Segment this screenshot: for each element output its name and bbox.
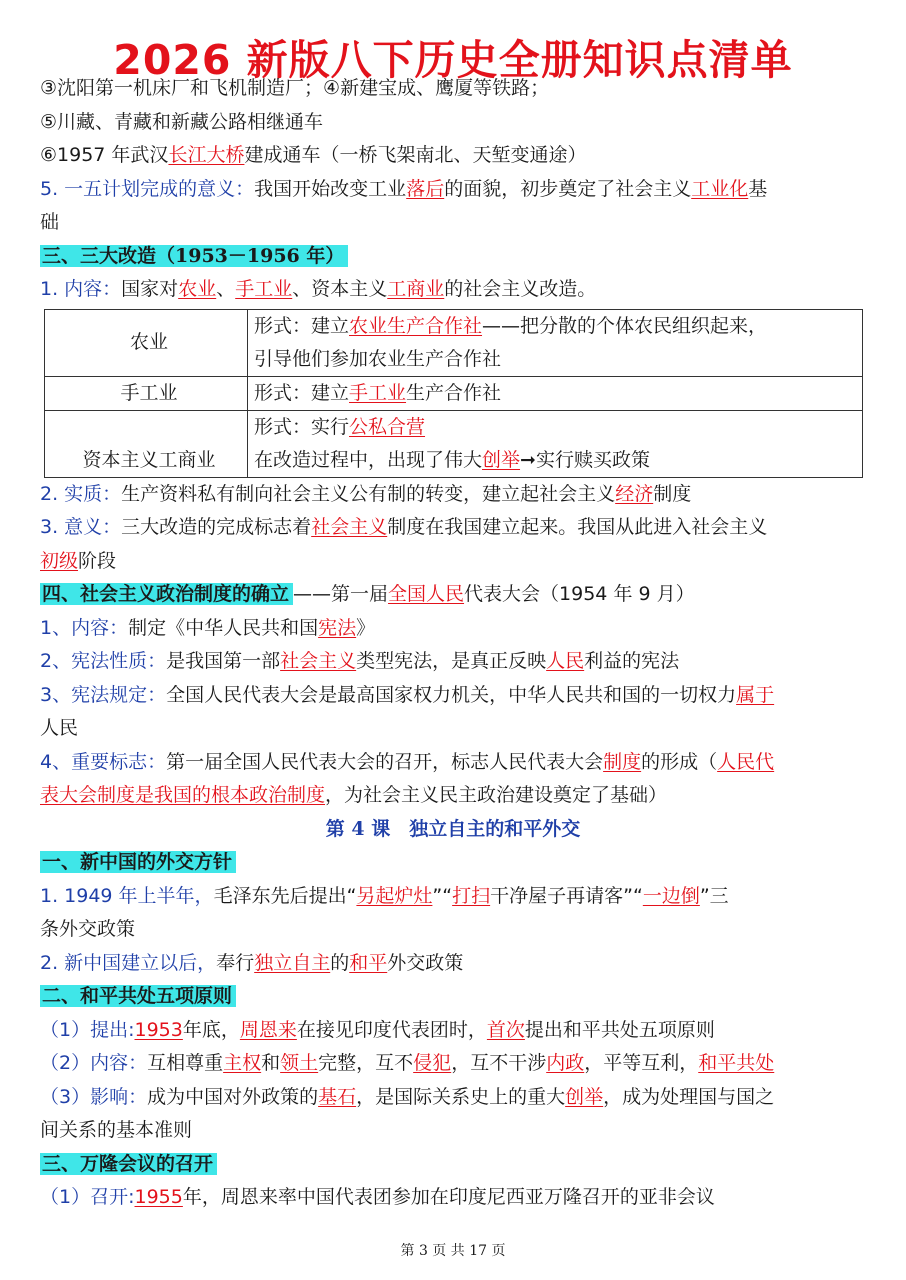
table-cell xyxy=(248,376,863,410)
line-text: 第一届全国人民代表大会的召开，标志人民代表大会 xyxy=(166,750,604,773)
item-label: 1. 内容： xyxy=(40,278,122,300)
cell-text: 形式：建立 xyxy=(254,314,350,337)
text-line xyxy=(40,947,866,981)
text-line xyxy=(40,612,866,646)
keyword: 初级 xyxy=(40,549,79,572)
cell-text: 形式：建立 xyxy=(254,381,350,404)
keyword: 农业 xyxy=(178,278,217,300)
cell-text: 在改造过程中，出现了伟大 xyxy=(254,448,483,471)
line-text: 互相尊重 xyxy=(147,1052,224,1074)
heading-text: 四、社会主义政治制度的确立 xyxy=(40,583,293,605)
text-line xyxy=(40,1181,866,1215)
keyword: 主权 xyxy=(223,1052,262,1074)
text-line xyxy=(40,679,866,713)
keyword: 侵犯 xyxy=(413,1052,452,1074)
line-text: 完整，互不 xyxy=(318,1052,414,1074)
line-text: 》 xyxy=(356,616,376,639)
table-cell: 农业 xyxy=(45,309,248,376)
table-cell: 手工业 xyxy=(45,376,248,410)
heading-text: 二、和平共处五项原则 xyxy=(40,985,236,1007)
text-line xyxy=(40,173,866,207)
section-heading xyxy=(40,578,866,612)
line-text: 、 xyxy=(216,278,236,300)
keyword: 一边倒 xyxy=(642,884,700,907)
line-text: 的社会主义改造。 xyxy=(444,278,597,300)
text-line xyxy=(40,1047,866,1081)
keyword: 周恩来 xyxy=(239,1018,297,1041)
text-line xyxy=(40,106,866,140)
line-text: 础 xyxy=(40,211,60,233)
line-text: 阶段 xyxy=(78,549,117,572)
keyword: 人民 xyxy=(546,650,585,672)
text-line xyxy=(40,139,866,173)
item-label: （3）影响： xyxy=(40,1085,148,1108)
item-label: 3、宪法规定： xyxy=(40,683,167,706)
line-text: 人民 xyxy=(40,717,79,739)
line-text: 全国人民代表大会是最高国家权力机关，中华人民共和国的一切权力 xyxy=(166,683,737,706)
line-text: 和 xyxy=(261,1052,281,1074)
text-line xyxy=(40,478,866,512)
table-row xyxy=(45,410,863,477)
line-text: 成为中国对外政策的 xyxy=(147,1085,319,1108)
text-line xyxy=(40,1081,866,1115)
keyword: 社会主义 xyxy=(311,516,388,538)
keyword: 手工业 xyxy=(349,381,407,404)
keyword: 公私合营 xyxy=(349,415,426,438)
keyword: 全国人民 xyxy=(388,583,465,605)
line-text: ”“ xyxy=(432,884,453,907)
keyword: 社会主义 xyxy=(280,650,357,672)
line-text: 建成通车（一桥飞架南北、天堑变通途） xyxy=(244,144,587,166)
cell-text: ——把分散的个体农民组织起来， xyxy=(482,314,768,337)
keyword: 基石 xyxy=(318,1085,357,1108)
keyword: 和平共处 xyxy=(698,1052,775,1074)
line-text: ，是国际关系史上的重大 xyxy=(356,1085,566,1108)
line-text: 间关系的基本准则 xyxy=(40,1119,193,1141)
cell-text: 引导他们参加农业生产合作社 xyxy=(254,347,502,370)
table-row xyxy=(45,309,863,376)
line-text: 国家对 xyxy=(121,278,179,300)
item-label: 1、内容： xyxy=(40,616,129,639)
text-line xyxy=(40,545,866,579)
line-text: 提出和平共处五项原则 xyxy=(524,1018,715,1041)
keyword: 属于 xyxy=(736,683,775,706)
line-text: 利益的宪法 xyxy=(584,650,680,672)
text-line xyxy=(40,712,866,746)
keyword: 首次 xyxy=(486,1018,525,1041)
keyword: 1955 xyxy=(134,1186,183,1208)
item-label: （1）提出: xyxy=(40,1018,135,1041)
item-label: 2. 新中国建立以后， xyxy=(40,951,217,974)
keyword: 农业生产合作社 xyxy=(349,314,483,337)
line-text: 的面貌，初步奠定了社会主义 xyxy=(444,177,692,200)
line-text: ”三 xyxy=(699,884,729,907)
line-text: 的 xyxy=(330,951,350,974)
item-label: 5. 一五计划完成的意义： xyxy=(40,177,255,200)
keyword: 打扫 xyxy=(452,884,491,907)
table-cell xyxy=(248,410,863,477)
heading-text: 一、新中国的外交方针 xyxy=(40,851,236,873)
keyword: 独立自主 xyxy=(254,951,331,974)
text-line xyxy=(40,1114,866,1148)
heading-text: 三、万隆会议的召开 xyxy=(40,1153,217,1175)
line-text: ，成为处理国与国之 xyxy=(603,1085,775,1108)
text-line xyxy=(40,511,866,545)
item-label: 2. 实质： xyxy=(40,482,122,505)
table-cell xyxy=(248,309,863,376)
item-label: 1. 1949 年上半年， xyxy=(40,884,214,907)
line-text: ，互不干涉 xyxy=(451,1052,547,1074)
line-text: 年底， xyxy=(182,1018,240,1041)
section-heading xyxy=(40,846,866,880)
text-line xyxy=(40,746,866,780)
item-label: （1）召开: xyxy=(40,1186,135,1208)
item-label: 2、宪法性质： xyxy=(40,650,167,672)
line-text: 外交政策 xyxy=(387,951,464,974)
keyword: 经济 xyxy=(615,482,654,505)
line-text: 基 xyxy=(748,177,768,200)
keyword: 1953 xyxy=(134,1018,183,1041)
item-label: 3. 意义： xyxy=(40,516,122,538)
text-line xyxy=(40,913,866,947)
page-number: 第 3 页 共 17 页 xyxy=(400,1243,506,1259)
keyword: 工业化 xyxy=(691,177,749,200)
text-line xyxy=(40,645,866,679)
keyword: 制度 xyxy=(603,750,642,773)
text-line xyxy=(40,1014,866,1048)
table-cell: 资本主义工商业 xyxy=(45,410,248,477)
line-text: 生产资料私有制向社会主义公有制的转变，建立起社会主义 xyxy=(121,482,616,505)
section-heading xyxy=(40,1148,866,1182)
lesson-title: 第 4 课 独立自主的和平外交 xyxy=(325,817,581,840)
keyword: 创举 xyxy=(565,1085,604,1108)
line-text: ，为社会主义民主政治建设奠定了基础） xyxy=(325,784,668,806)
text-line xyxy=(40,206,866,240)
keyword: 领土 xyxy=(280,1052,319,1074)
text-line xyxy=(40,779,866,813)
line-text: 的形成（ xyxy=(641,750,718,773)
cell-text: ➞实行赎买政策 xyxy=(520,448,650,471)
keyword: 手工业 xyxy=(235,278,293,300)
cell-text: 形式：实行 xyxy=(254,415,350,438)
line-text: ，平等互利， xyxy=(584,1052,699,1074)
line-text: 年，周恩来率中国代表团参加在印度尼西亚万隆召开的亚非会议 xyxy=(182,1186,715,1208)
keyword: 内政 xyxy=(546,1052,585,1074)
line-text: 条外交政策 xyxy=(40,918,136,940)
line-text: ⑥1957 年武汉 xyxy=(40,144,169,166)
line-text: 在接见印度代表团时， xyxy=(296,1018,487,1041)
table-row xyxy=(45,376,863,410)
page-title: 2026 新版八下历史全册知识点清单 xyxy=(113,36,793,84)
heading-text: 三、三大改造（1953－1956 年） xyxy=(40,245,348,267)
line-text: ⑤川藏、青藏和新藏公路相继通车 xyxy=(40,110,324,133)
cell-text: 生产合作社 xyxy=(406,381,502,404)
text-line xyxy=(40,273,866,307)
keyword: 表大会制度是我国的根本政治制度 xyxy=(40,784,326,806)
keyword: 创举 xyxy=(482,448,521,471)
line-text: ——第一届 xyxy=(293,583,389,605)
keyword: 落后 xyxy=(406,177,445,200)
section-heading xyxy=(40,240,866,274)
section-heading xyxy=(40,980,866,1014)
text-line xyxy=(40,880,866,914)
line-text: 是我国第一部 xyxy=(166,650,281,672)
line-text: 奉行 xyxy=(216,951,255,974)
line-text: 干净屋子再请客”“ xyxy=(490,884,643,907)
item-label: 4、重要标志： xyxy=(40,750,167,773)
line-text: 制定《中华人民共和国 xyxy=(128,616,319,639)
keyword: 另起炉灶 xyxy=(356,884,433,907)
line-text: 代表大会（1954 年 9 月） xyxy=(464,583,695,605)
item-label: （2）内容： xyxy=(40,1052,148,1074)
keyword: 长江大桥 xyxy=(168,144,245,166)
line-text: 、资本主义 xyxy=(292,278,388,300)
line-text: ③沈阳第一机床厂和飞机制造厂；④新建宝成、鹰厦等铁路； xyxy=(40,77,550,99)
reform-table xyxy=(44,309,863,478)
keyword: 人民代 xyxy=(717,750,775,773)
line-text: 制度在我国建立起来。我国从此进入社会主义 xyxy=(387,516,768,538)
keyword: 宪法 xyxy=(318,616,357,639)
line-text: 毛泽东先后提出“ xyxy=(213,884,357,907)
line-text: 制度 xyxy=(653,482,692,505)
keyword: 工商业 xyxy=(387,278,445,300)
line-text: 三大改造的完成标志着 xyxy=(121,516,312,538)
line-text: 我国开始改变工业 xyxy=(254,177,407,200)
line-text: 类型宪法，是真正反映 xyxy=(356,650,547,672)
keyword: 和平 xyxy=(349,951,388,974)
